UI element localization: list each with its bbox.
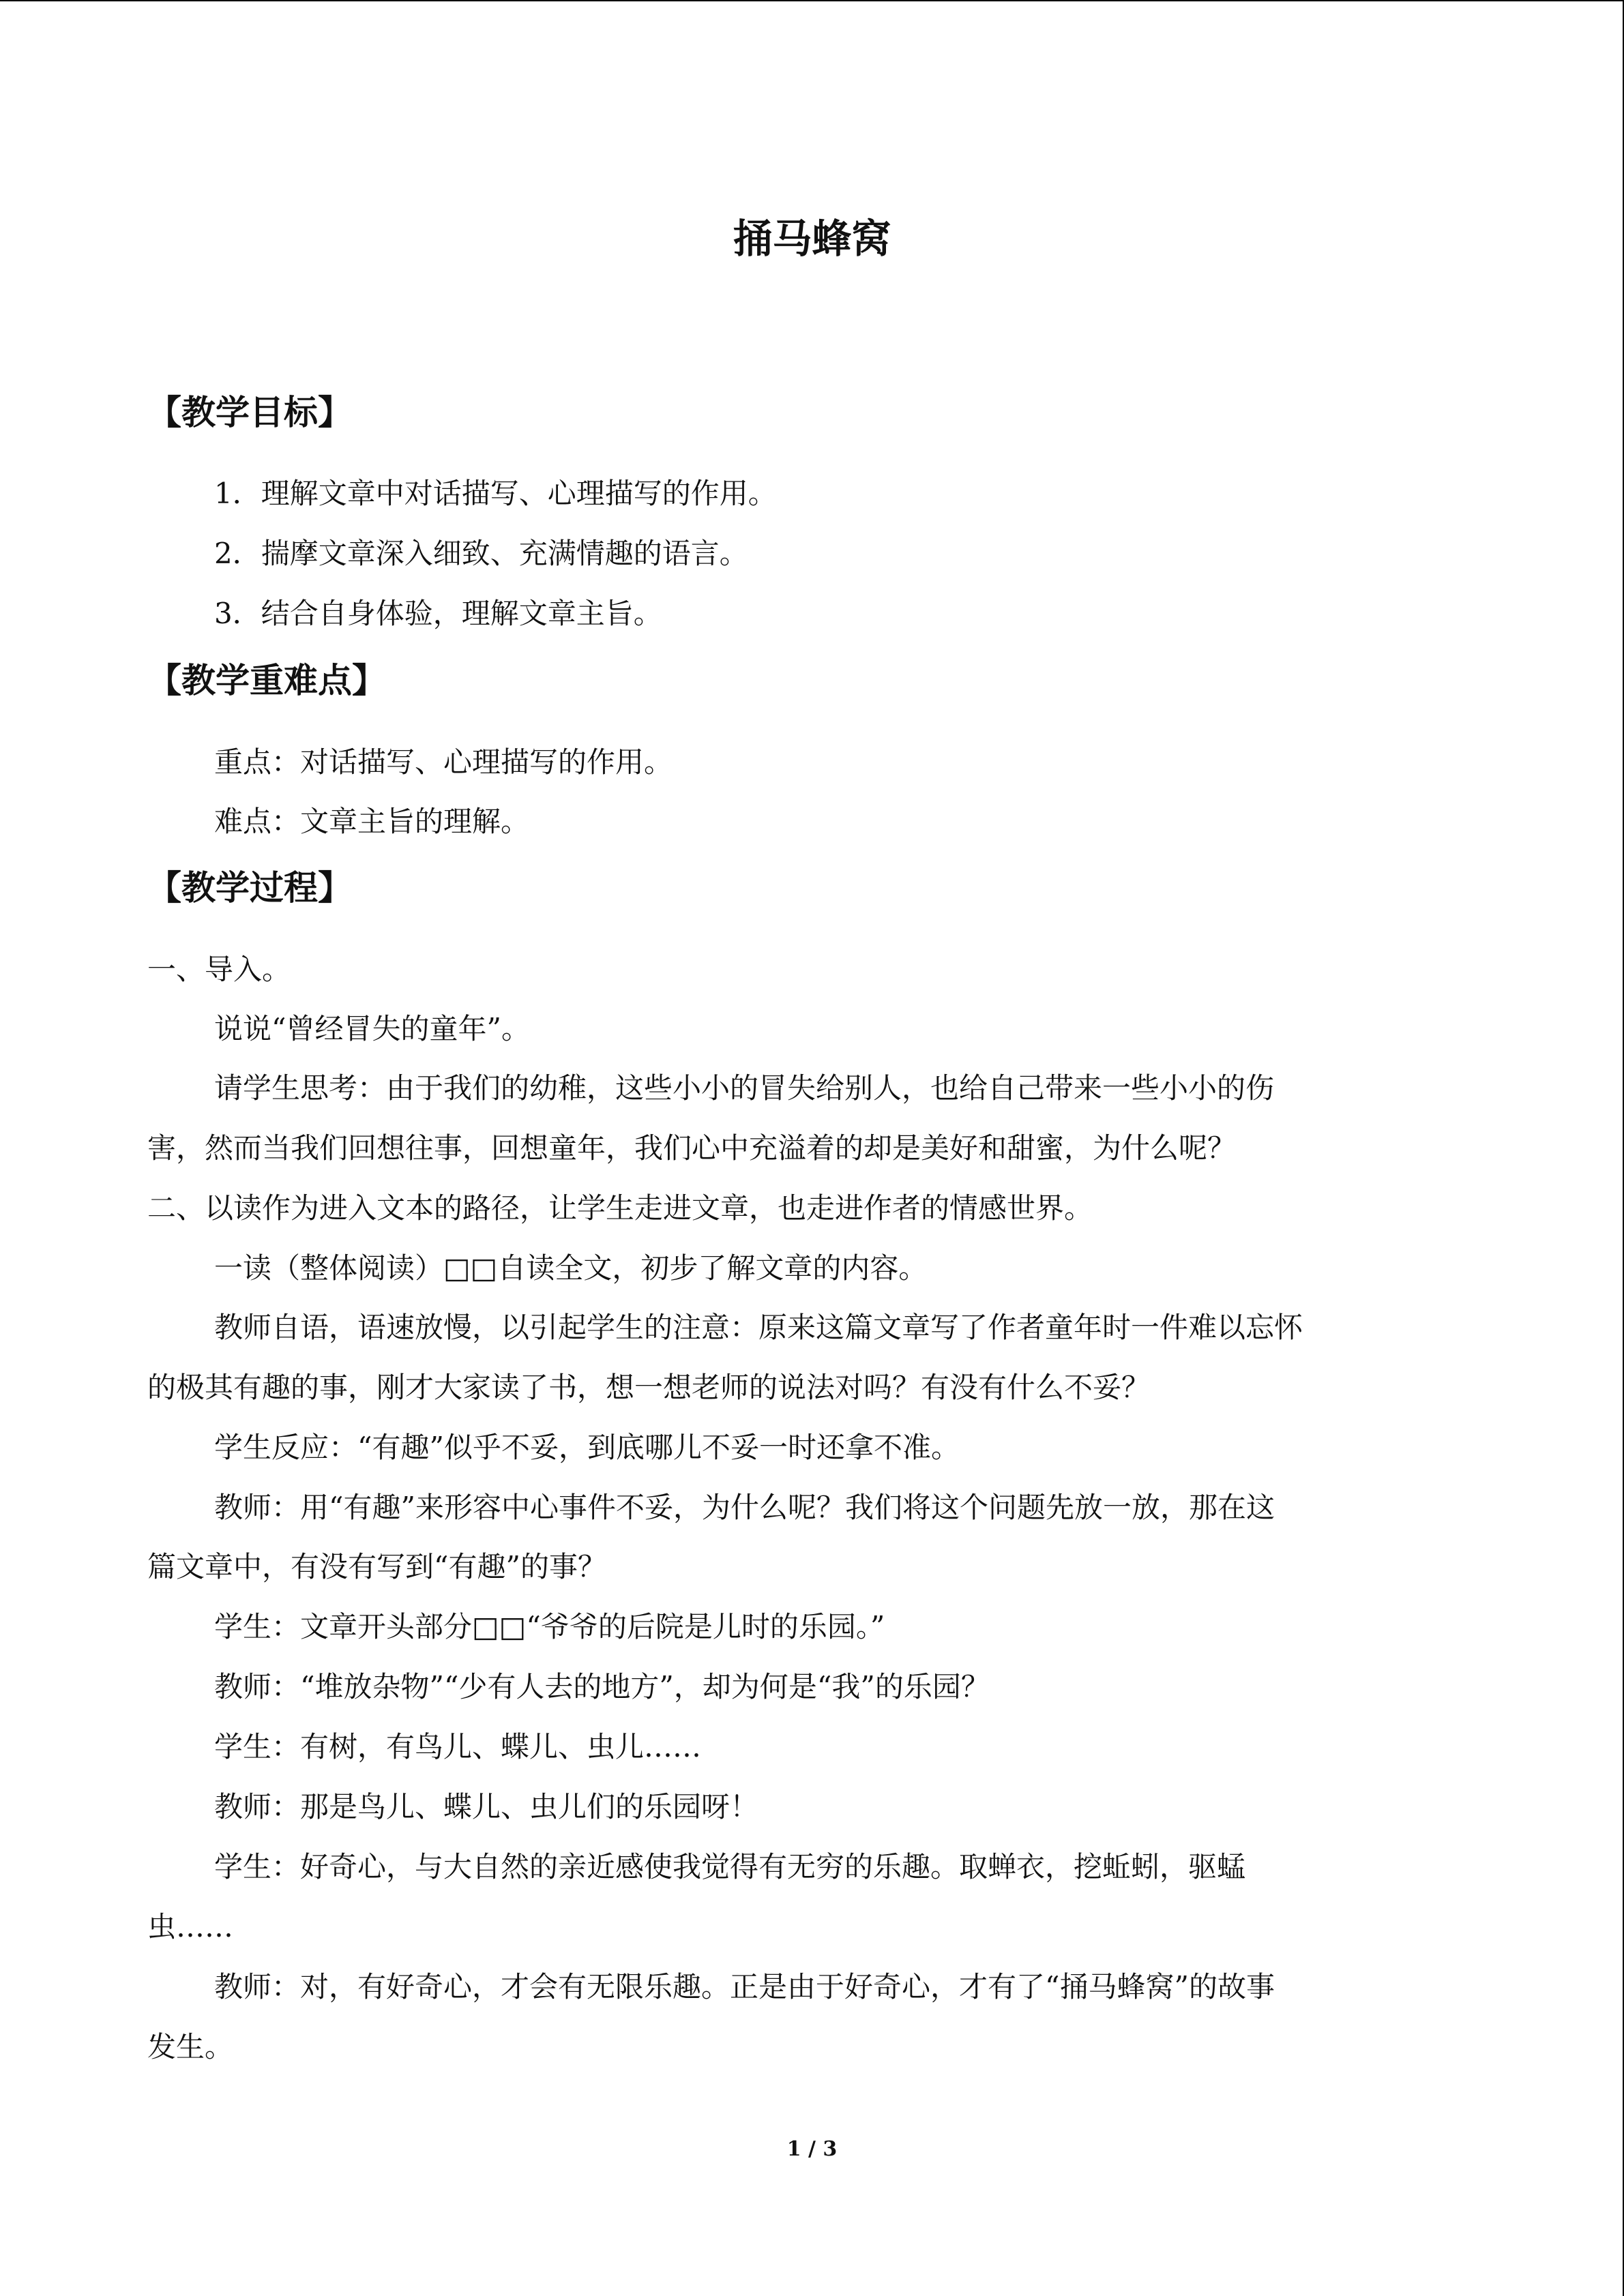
process-paragraph-line: 的极其有趣的事，刚才大家读了书，想一想老师的说法对吗？有没有什么不妥？ xyxy=(147,1371,1151,1404)
process-paragraph-line: 教师：对，有好奇心，才会有无限乐趣。正是由于好奇心，才有了“捅马蜂窝”的故事 xyxy=(214,1970,1275,2003)
heading-teaching-process: 【教学过程】 xyxy=(147,868,352,908)
process-paragraph-line: 学生反应：“有趣”似乎不妥，到底哪儿不妥一时还拿不准。 xyxy=(214,1431,960,1464)
process-paragraph-line: 发生。 xyxy=(147,2030,234,2063)
process-paragraph-line: 害，然而当我们回想往事，回想童年，我们心中充溢着的却是美好和甜蜜，为什么呢？ xyxy=(147,1131,1237,1165)
goal-item: 2．揣摩文章深入细致、充满情趣的语言。 xyxy=(214,537,748,570)
heading-key-points: 【教学重难点】 xyxy=(147,661,386,700)
process-paragraph-line: 教师：用“有趣”来形容中心事件不妥，为什么呢？我们将这个问题先放一放，那在这 xyxy=(214,1491,1275,1524)
process-paragraph-line: 学生：文章开头部分□□“爷爷的后院是儿时的乐园。” xyxy=(214,1610,885,1643)
process-paragraph-line: 虫…… xyxy=(147,1910,234,1943)
process-paragraph-line: 教师：那是鸟儿、蝶儿、虫儿们的乐园呀！ xyxy=(214,1790,759,1823)
document-title: 捅马蜂窝 xyxy=(733,215,891,262)
process-paragraph-line: 请学生思考：由于我们的幼稚，这些小小的冒失给别人，也给自己带来一些小小的伤 xyxy=(214,1071,1275,1105)
process-paragraph-line: 学生：有树，有鸟儿、蝶儿、虫儿…… xyxy=(214,1730,702,1763)
goal-item: 1．理解文章中对话描写、心理描写的作用。 xyxy=(214,477,777,510)
key-point-difficulty: 难点：文章主旨的理解。 xyxy=(214,805,530,838)
process-paragraph-line: 一读（整体阅读）□□自读全文，初步了解文章的内容。 xyxy=(214,1251,928,1285)
heading-teaching-goals: 【教学目标】 xyxy=(147,393,352,432)
process-paragraph-line: 教师：“堆放杂物”“少有人去的地方”，却为何是“我”的乐园？ xyxy=(214,1670,990,1703)
process-paragraph-line: 篇文章中，有没有写到“有趣”的事？ xyxy=(147,1550,606,1583)
page-number: 1 / 3 xyxy=(786,2137,838,2161)
goal-item: 3．结合自身体验，理解文章主旨。 xyxy=(214,597,662,630)
key-point-focus: 重点：对话描写、心理描写的作用。 xyxy=(214,745,673,779)
process-step-heading: 一、导入。 xyxy=(147,953,291,986)
process-paragraph-line: 说说“曾经冒失的童年”。 xyxy=(214,1012,530,1045)
process-paragraph-line: 学生：好奇心，与大自然的亲近感使我觉得有无穷的乐趣。取蝉衣，挖蚯蚓，驱蜢 xyxy=(214,1850,1246,1883)
process-paragraph-line: 教师自语，语速放慢，以引起学生的注意：原来这篇文章写了作者童年时一件难以忘怀 xyxy=(214,1311,1303,1344)
process-step-heading: 二、以读作为进入文本的路径，让学生走进文章，也走进作者的情感世界。 xyxy=(147,1191,1093,1225)
